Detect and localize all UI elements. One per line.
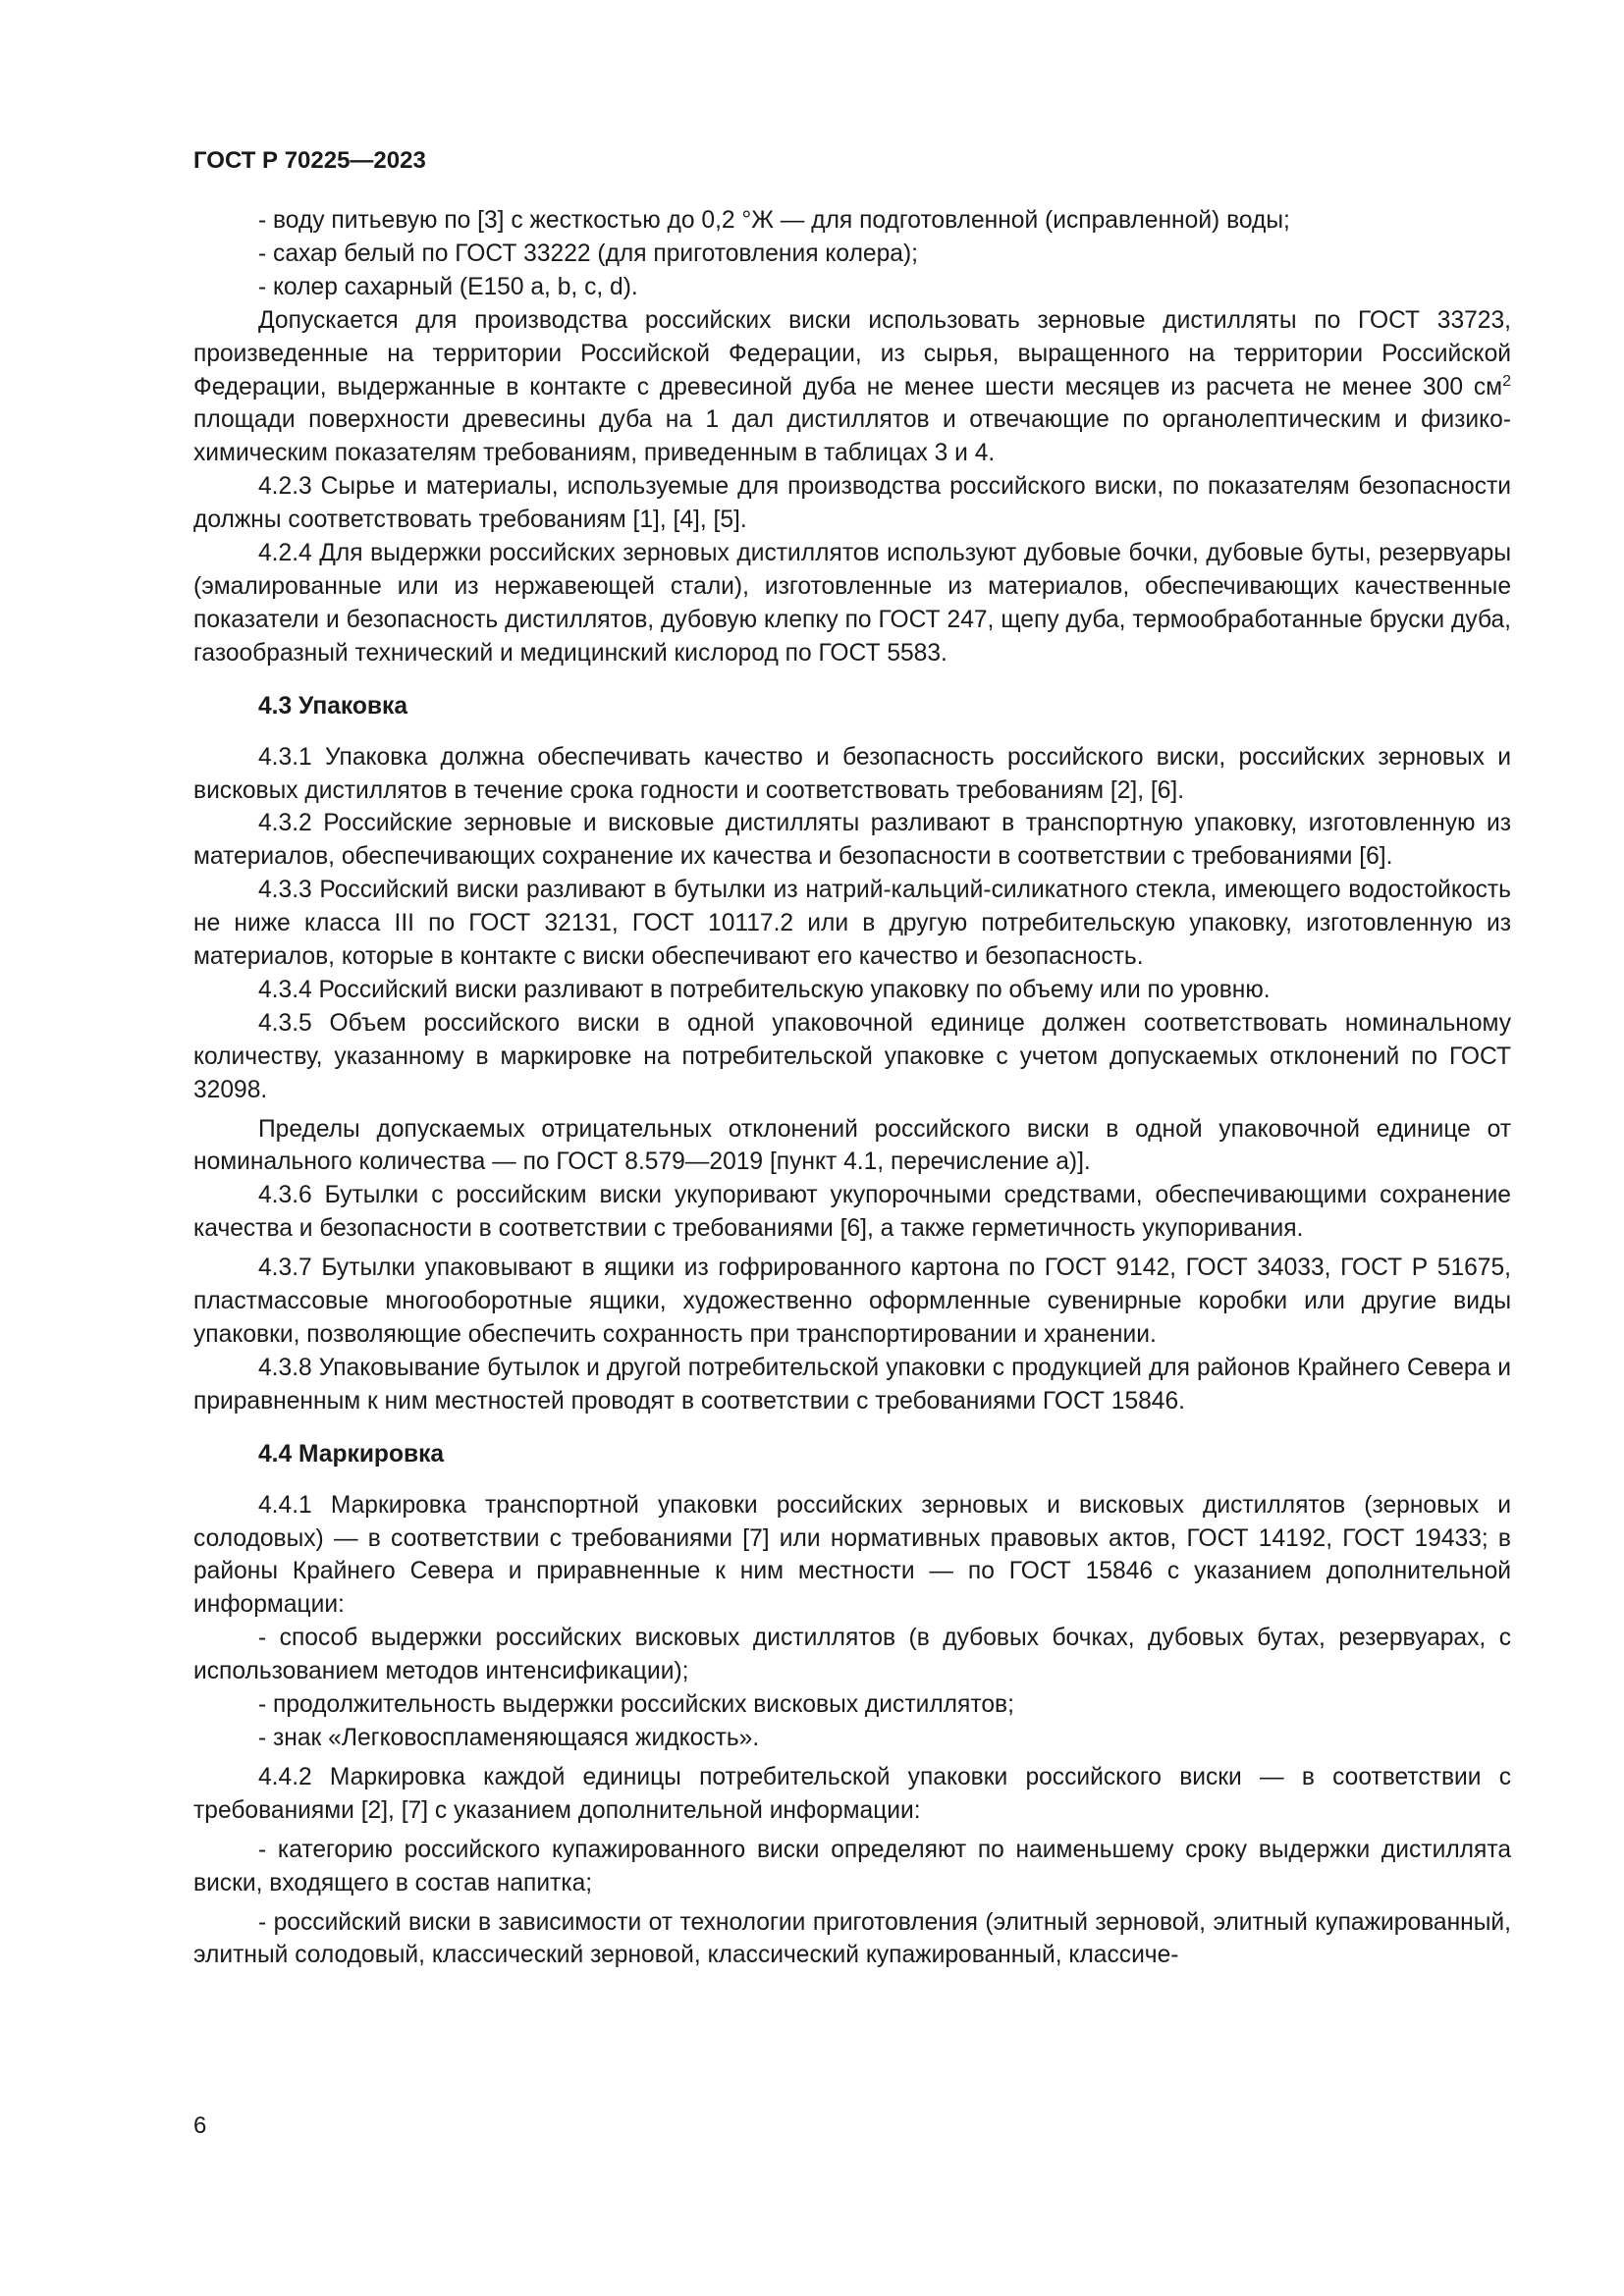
paragraph-grain-distillates [193, 304, 1511, 471]
paragraph-text: Допускается для производства российских виски использовать зерновые дистилляты по ГОСТ 33723, произведенные на территории Российской Федерации, из сырья, выращенного на территории Российской Федерации, выдержанные в контакте с древесиной дуба не менее шести месяцев из расчета не менее 300 см [193, 306, 1511, 400]
list-item-sugar: - сахар белый по ГОСТ 33222 (для приготовления колера); [258, 240, 918, 267]
paragraph-text: площади поверхности древесины дуба на 1 дал дистиллятов и отвечающие по органолептическим и физико-химическим показателям требованиям, приведенным в таблицах 3 и 4. [193, 406, 1511, 467]
clause-4-3-6: 4.3.6 Бутылки с российским виски укупоривают укупорочными средствами, обеспечивающими сохранение качества и безопасности в соответствии с требованиями [6], а также герметичность укупоривания. [193, 1182, 1511, 1243]
clause-4-3-1: 4.3.1 Упаковка должна обеспечивать качество и безопасность российского виски, российских зерновых и вискoвых дистиллятов в течение срока годности и соответствовать требованиям [2], [6]. [193, 743, 1511, 804]
list-item-caramel: - колер сахарный (Е150 a, b, c, d). [258, 273, 638, 300]
list-item-blended-category: - категорию российского купажированного виски определяют по наименьшему сроку выдержки дистиллята виски, входящего в состав напитка; [193, 1836, 1511, 1896]
paragraph-tolerances: Пределы допускаемых отрицательных отклонений российского виски в одной упаковочной единице от номинального количества — по ГОСТ 8.579—2019 [пункт 4.1, перечисление а)]. [193, 1115, 1511, 1176]
clause-4-4-2: 4.4.2 Маркировка каждой единицы потребительской упаковки российского виски — в соответствии с требованиями [2], [7] с указанием дополнительной информации: [193, 1763, 1511, 1824]
clause-4-3-5: 4.3.5 Объем российского виски в одной упаковочной единице должен соответствовать номинальному количеству, указанному в маркировке на потребительской упаковке с учетом допускаемых отклонений по ГОСТ 32098. [193, 1009, 1511, 1103]
section-heading-packaging: 4.3 Упаковка [258, 692, 408, 720]
document-header: ГОСТ Р 70225—2023 [193, 147, 426, 174]
clause-4-2-3: 4.2.3 Сырье и материалы, используемые для производства российского виски, по показателям безопасности должны соответствовать требованиям [1], [4], [5]. [193, 473, 1511, 534]
list-item-aging-duration: - продолжительность выдержки российских висковых дистиллятов; [258, 1691, 1014, 1719]
document-body [193, 204, 1511, 1972]
list-item-technology: - российский виски в зависимости от технологии приготовления (элитный зерновой, элитный купажированный, элитный солодовый, классический зерновой, классический купажированный, классиче- [193, 1908, 1511, 1969]
page-number: 6 [193, 2112, 207, 2139]
document-page [193, 145, 1511, 1972]
section-heading-marking: 4.4 Маркировка [258, 1440, 445, 1468]
clause-4-3-4: 4.3.4 Российский виски разливают в потребительскую упаковку по объему или по уровню. [258, 976, 1271, 1003]
list-item-flammable-sign: - знак «Легковоспламеняющаяся жидкость». [258, 1724, 760, 1751]
clause-4-3-2: 4.3.2 Российские зерновые и висковые дистилляты разливают в транспортную упаковку, изготовленную из материалов, обеспечивающих сохранение их качества и безопасности в соответствии с требованиями [6]. [193, 810, 1511, 871]
clause-4-3-7: 4.3.7 Бутылки упаковывают в ящики из гофрированного картона по ГОСТ 9142, ГОСТ 34033, ГОСТ Р 51675, пластмассовые многооборотные ящики, художественно оформленные сувенирные коробки или другие виды упаковки, позволяющие обеспечить сохранность при транспортировании и хранении. [193, 1255, 1511, 1348]
clause-4-2-4: 4.2.4 Для выдержки российских зерновых дистиллятов используют дубовые бочки, дубовые буты, резервуары (эмалированные или из нержавеющей стали), изготовленные из материалов, обеспечивающих качественные показатели и безопасность дистиллятов, дубовую клепку по ГОСТ 247, щепу дуба, термообработанные бруски дуба, газообразный технический и медицинский кислород по ГОСТ 5583. [193, 540, 1511, 667]
list-item-aging-method: - способ выдержки российских висковых дистиллятов (в дубовых бочках, дубовых бутах, резервуарах, с использованием методов интенсификации); [193, 1625, 1511, 1685]
list-item-water: - воду питьевую по [3] с жесткостью до 0,2 °Ж — для подготовленной (исправленной) воды; [258, 207, 1290, 234]
clause-4-3-8: 4.3.8 Упаковывание бутылок и другой потребительской упаковки с продукцией для районов Крайнего Севера и приравненным к ним местностей проводят в соответствии с требованиями ГОСТ 15846. [193, 1354, 1511, 1415]
clause-4-4-1: 4.4.1 Маркировка транспортной упаковки российских зерновых и висковых дистиллятов (зерновых и солодовых) — в соответствии с требованиями [7] или нормативных правовых актов, ГОСТ 14192, ГОСТ 19433; в районы Крайнего Севера и приравненные к ним местности — по ГОСТ 15846 с указанием дополнительной информации: [193, 1491, 1511, 1619]
clause-4-3-3: 4.3.3 Российский виски разливают в бутылки из натрий-кальций-силикатного стекла, имеющего водостойкость не ниже класса III по ГОСТ 32131, ГОСТ 10117.2 или в другую потребительскую упаковку, изготовленную из материалов, которые в контакте с виски обеспечивают его качество и безопасность. [193, 877, 1511, 971]
superscript: 2 [1502, 372, 1511, 390]
